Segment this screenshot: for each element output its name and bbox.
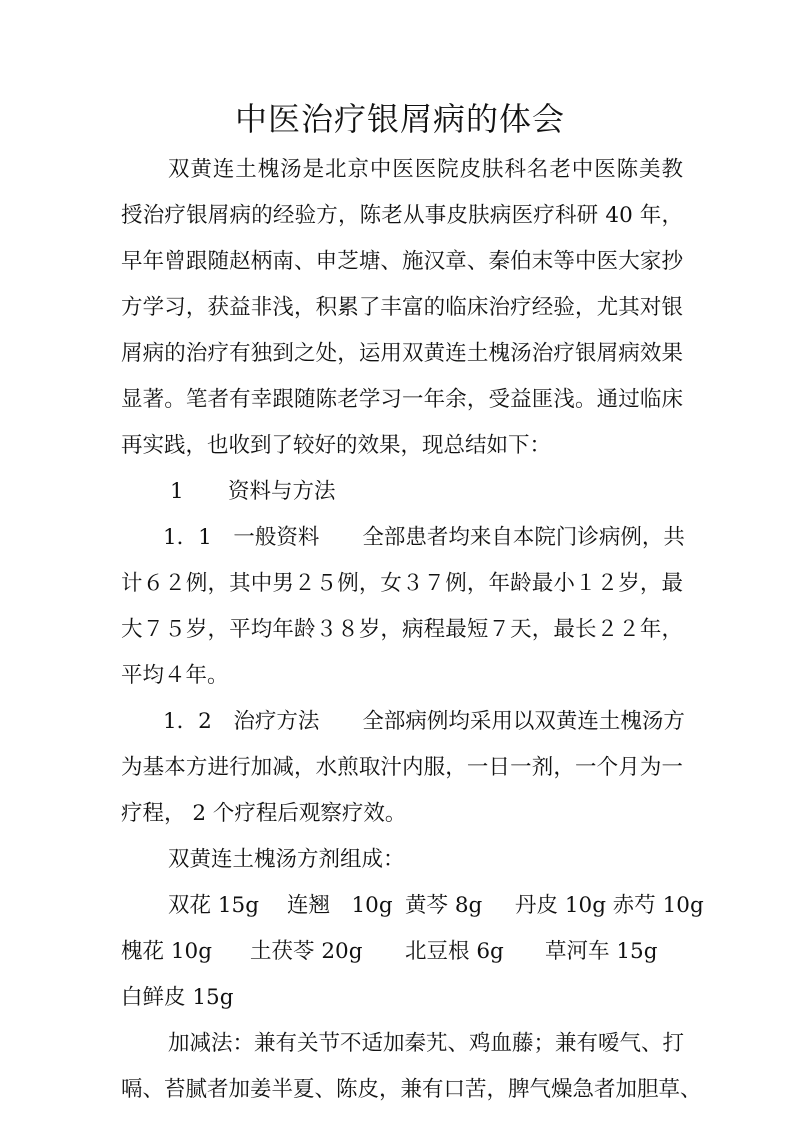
s11-line: 计６２例，其中男２５例，女３７例，年龄最小１２岁，最 [121, 571, 683, 596]
intro-line: 再实践，也收到了较好的效果，现总结如下： [121, 433, 552, 458]
s12-line: 为基本方进行加减，水煎取汁内服，一日一剂，一个月为一 [121, 755, 683, 780]
herb-item: 白鲜皮 15g [121, 985, 234, 1010]
intro-line: 屑病的治疗有独到之处，运用双黄连土槐汤治疗银屑病效果 [121, 341, 683, 366]
herb-item: 槐花 10g [121, 939, 212, 964]
s11-line: 大７５岁，平均年龄３８岁，病程最短７天，最长２２年， [121, 617, 683, 642]
document-title: 中医治疗银屑病的体会 [234, 100, 565, 138]
s11-line: 平均４年。 [121, 663, 229, 688]
formula-heading: 双黄连土槐汤方剂组成： [168, 847, 405, 872]
s12-line: 疗程， 2 个疗程后观察疗效。 [121, 801, 407, 826]
herb-item: 双花 15g [168, 893, 259, 918]
addition-line: 嗝、苔腻者加姜半夏、陈皮，兼有口苦，脾气燥急者加胆草、 [121, 1077, 702, 1102]
herb-item: 草河车 15g [545, 939, 658, 964]
herb-item: 土茯苓 20g [250, 939, 363, 964]
herb-item: 北豆根 6g [405, 939, 504, 964]
intro-line: 授治疗银屑病的经验方，陈老从事皮肤病医疗科研 40 年， [121, 203, 683, 228]
section-heading: 资料与方法 [228, 479, 336, 504]
intro-line: 方学习，获益非浅，积累了丰富的临床治疗经验，尤其对银 [121, 295, 683, 320]
section-number: 1 [170, 479, 184, 504]
herb-item: 黄芩 8g [405, 893, 483, 918]
intro-line: 双黄连土槐汤是北京中医医院皮肤科名老中医陈美教 [168, 157, 683, 182]
s12-line: 1．2 治疗方法 全部病例均采用以双黄连土槐汤方 [163, 709, 685, 734]
herb-item: 丹皮 10g 赤芍 10g [515, 893, 704, 918]
herb-item: 连翘 10g [287, 893, 393, 918]
addition-line: 加减法：兼有关节不适加秦艽、鸡血藤；兼有嗳气、打 [168, 1031, 685, 1056]
intro-line: 显著。笔者有幸跟随陈老学习一年余，受益匪浅。通过临床 [121, 387, 683, 412]
intro-line: 早年曾跟随赵柄南、申芝塘、施汉章、秦伯末等中医大家抄 [121, 249, 683, 274]
s11-line: 1．1 一般资料 全部患者均来自本院门诊病例，共 [163, 525, 685, 550]
